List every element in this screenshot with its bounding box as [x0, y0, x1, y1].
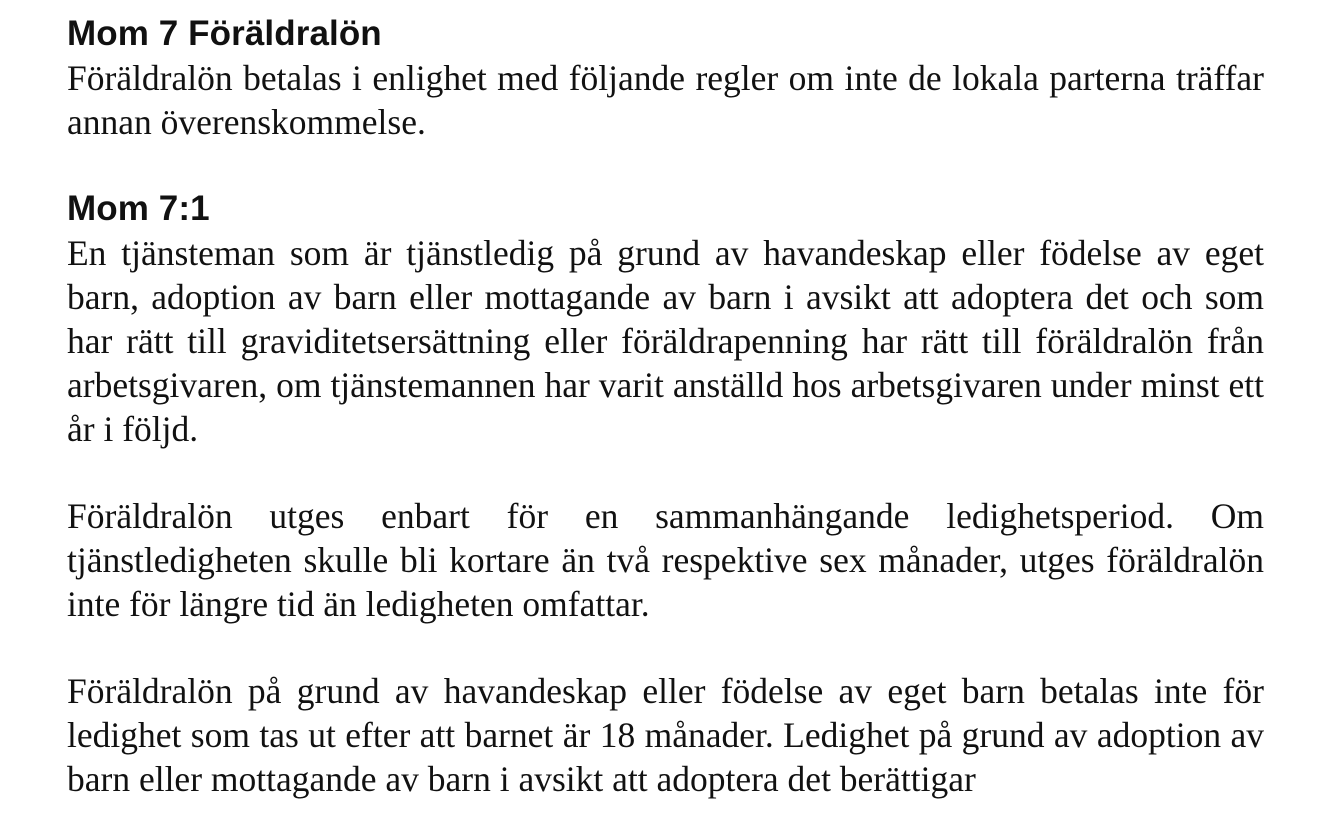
section-mom-7-1 [67, 187, 1264, 801]
paragraph: Föräldralön betalas i enlighet med följande regler om inte de lokala parterna träffar annan överenskommelse. [67, 58, 1264, 142]
paragraph: Föräldralön på grund av havandeskap eller födelse av eget barn betalas inte för ledighet som tas ut efter att barnet är 18 månader. Ledighet på grund av adoption av barn eller mottagande av barn i avsikt att adoptera det berättigar [67, 671, 1264, 799]
section-mom-7 [67, 12, 1264, 144]
section-heading: Mom 7 Föräldralön [67, 14, 382, 53]
section-heading: Mom 7:1 [67, 189, 210, 228]
paragraph: Föräldralön utges enbart för en sammanhängande ledighetsperiod. Om tjänstledigheten skulle bli kortare än två respektive sex månader, utges föräldralön inte för längre tid än ledigheten omfattar. [67, 496, 1264, 624]
paragraph: En tjänsteman som är tjänstledig på grund av havandeskap eller födelse av eget barn, adoption av barn eller mottagande av barn i avsikt att adoptera det och som har rätt till graviditetsersättning eller föräldrapenning har rätt till föräldralön från arbetsgivaren, om tjänstemannen har varit anställd hos arbetsgivaren under minst ett år i följd. [67, 233, 1264, 449]
